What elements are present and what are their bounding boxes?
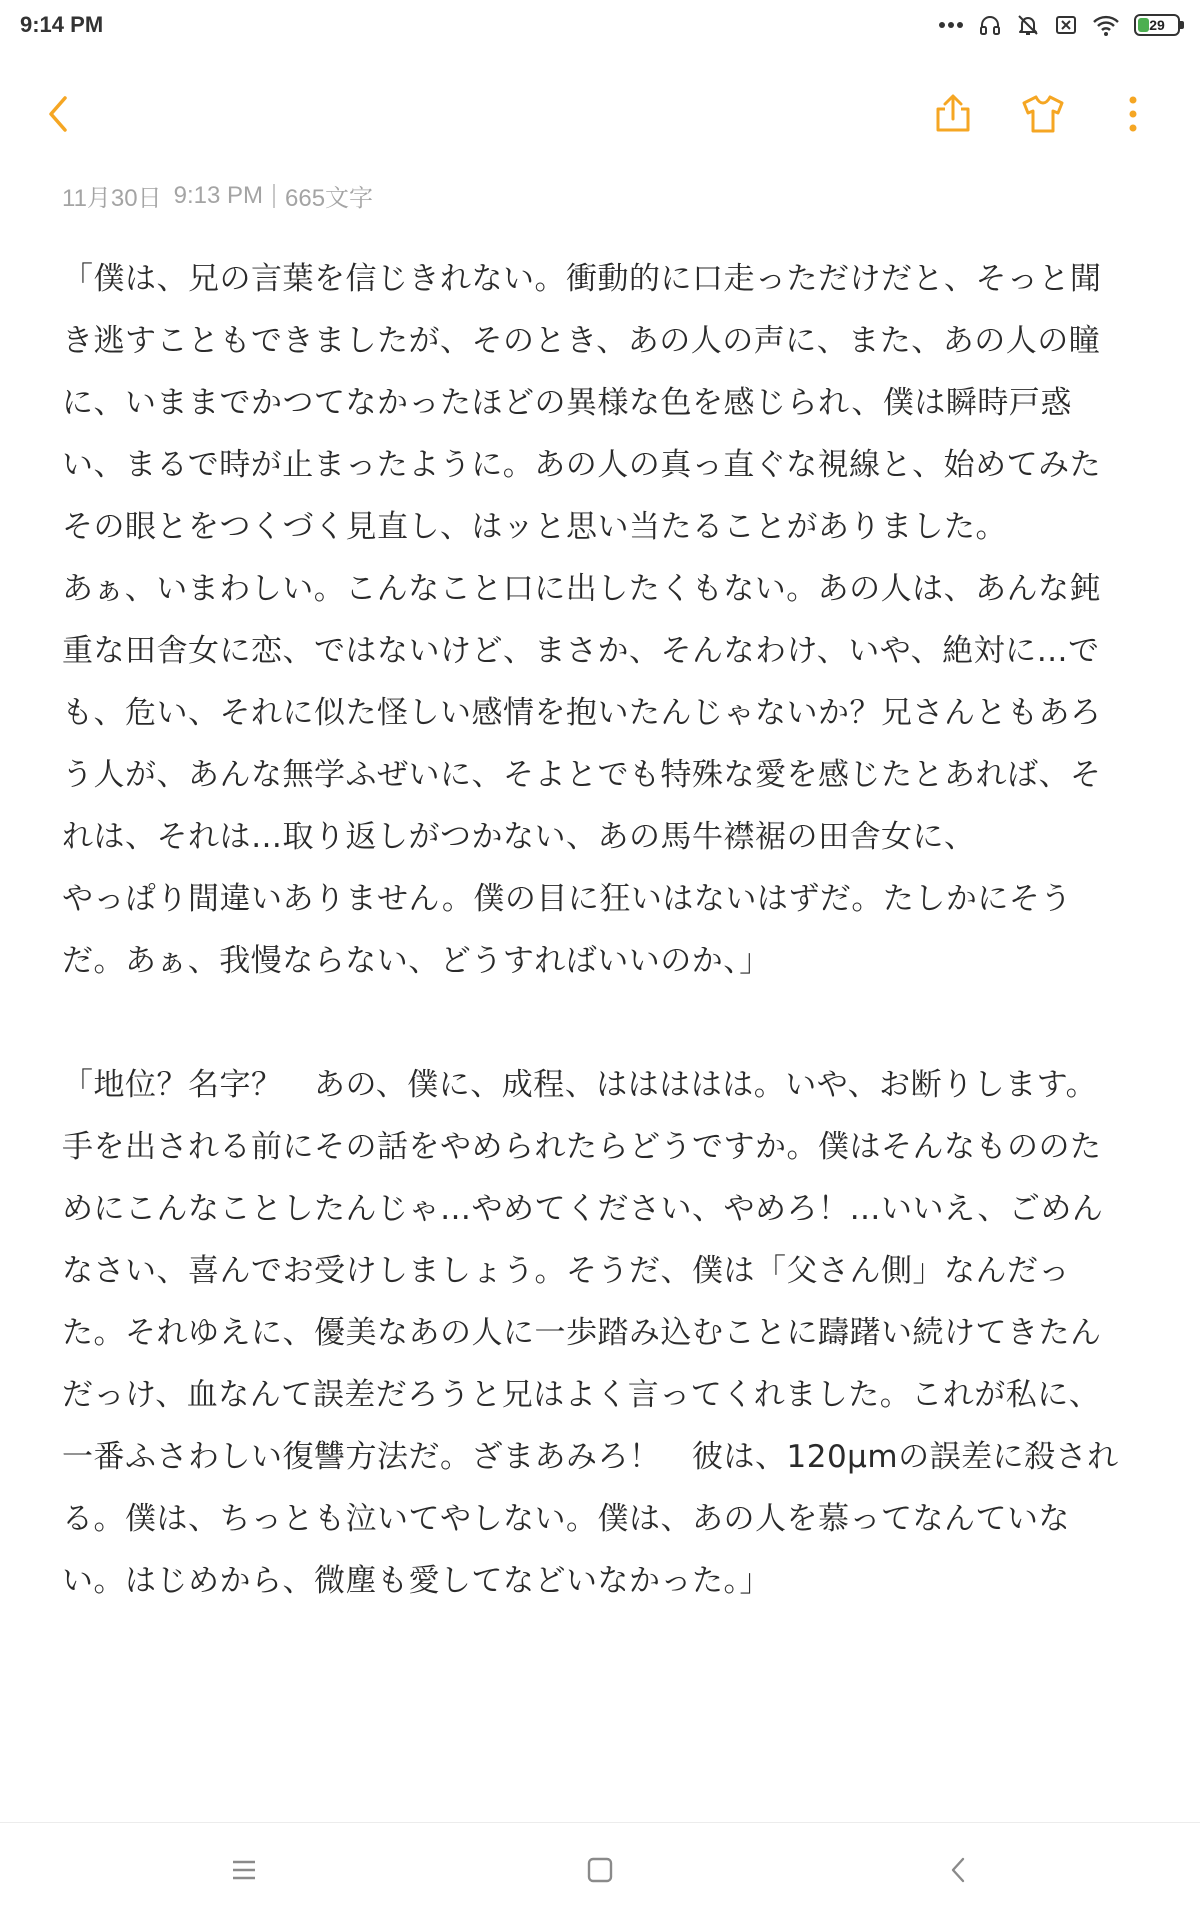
note-paragraph[interactable]: あぁ、いまわしい。こんなこと口に出したくもない。あの人は、あんな鈍重な田舎女に恋、ではないけど、まさか、そんなわけ、いや、絶対に…でも、危い、それに似た怪しい感情を抱いたんじゃないか？兄さんともあろう人が、あんな無学ふぜいに、そよとでも特殊な愛を感じたとあれば、それは、それは…取り返しがつかない、あの馬牛襟裾の田舎女に、 [62,571,1102,855]
theme-shirt-icon [1019,92,1067,140]
blank-line[interactable] [62,992,1122,1054]
status-icons [938,10,1180,40]
theme-button[interactable] [1015,88,1071,144]
share-button[interactable] [925,88,981,144]
note-date: 11月30日 [62,185,162,212]
battery-icon [1134,14,1180,36]
home-square-icon [587,1857,613,1887]
meta-divider [273,184,275,208]
wifi-icon [1092,13,1120,37]
note-char-count: 665文字 [285,185,374,212]
status-time: 9:14 PM [20,12,104,37]
note-meta [62,178,373,213]
back-button[interactable] [30,88,86,144]
more-vertical-icon [1128,94,1138,138]
menu-icon [231,1859,257,1885]
bell-off-icon [1016,13,1040,37]
note-paragraph[interactable]: やっぱり間違いありません。僕の目に狂いはないはずだ。たしかにそうだ。あぁ、我慢ならない、どうすればいいのか、」 [62,881,1072,979]
note-paragraph[interactable]: 「僕は、兄の言葉を信じきれない。衝動的に口走っただけだと、そっと聞き逃すこともできましたが、そのとき、あの人の声に、また、あの人の瞳に、いままでかつてなかったほどの異様な色を感じられ、僕は瞬時戸惑い、まるで時が止まったように。あの人の真っ直ぐな視線と、始めてみたその眼とをつくづく見直し、はッと思い当たることがありました。 [62,261,1102,545]
share-icon [931,92,975,140]
note-time: 9:13 PM [173,181,263,209]
toolbar [0,60,1200,170]
headphones-icon [978,13,1002,37]
navigation-bar [0,1822,1200,1920]
sim-off-icon [1054,13,1078,37]
more-options-button[interactable] [1105,88,1161,144]
note-paragraph[interactable]: 「地位？名字？ あの、僕に、成程、ははははは。いや、お断りします。手を出される前にその話をやめられたらどうですか。僕はそんなもののためにこんなことしたんじゃ…やめてください、やめろ！…いいえ、ごめんなさい、喜んでお受けしましょう。そうだ、僕は「父さん側」なんだった。それゆえに、優美なあの人に一歩踏み込むことに躊躇い続けてきたんだっけ、血なんて誤差だろうと兄はよく言ってくれました。これが私に、一番ふさわしい復讐方法だ。ざまあみろ！ 彼は、120μmの誤差に殺される。僕は、ちっとも泣いてやしない。僕は、あの人を慕ってなんていない。はじめから、微塵も愛してなどいなかった。」 [62,1067,1119,1599]
battery-level: 29 [1149,17,1165,33]
back-arrow-icon [43,94,73,138]
home-button[interactable] [575,1847,625,1897]
more-dots-icon [938,21,964,29]
status-bar [0,0,1200,52]
back-chevron-icon [948,1856,968,1888]
note-body[interactable] [62,248,1122,1612]
nav-back-button[interactable] [933,1847,983,1897]
recent-apps-button[interactable] [219,1847,269,1897]
